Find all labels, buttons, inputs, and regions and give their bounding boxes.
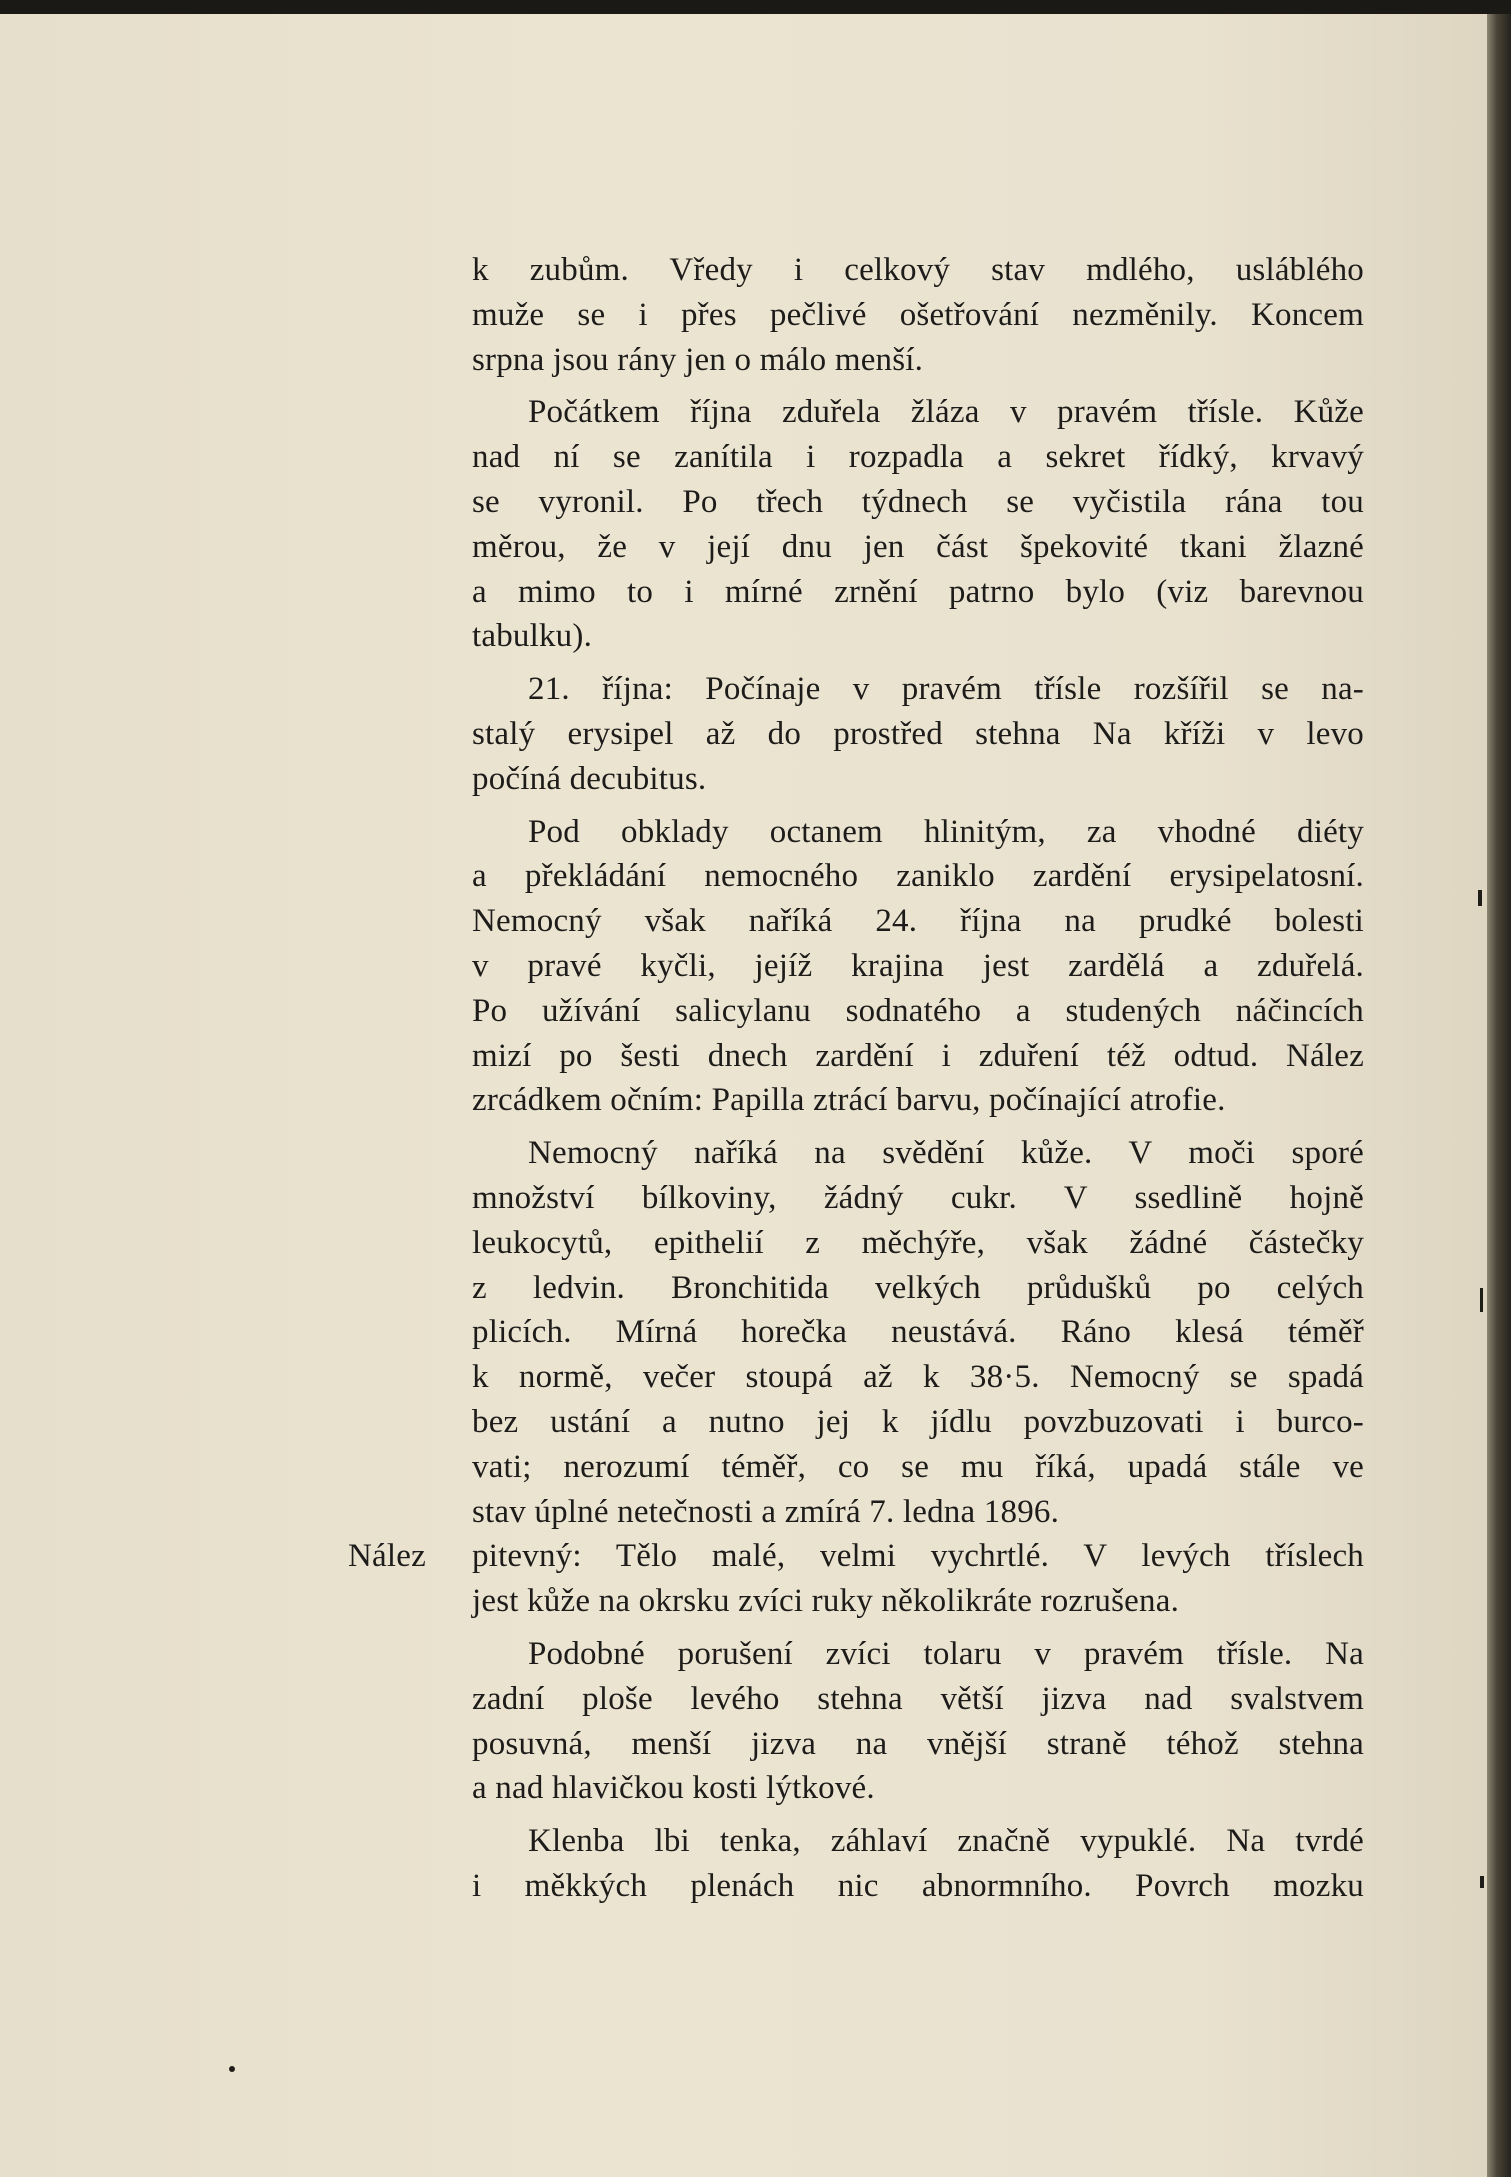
text-line: nad ní se zanítila i rozpadla a sekret řídký, krvavý xyxy=(472,439,1364,476)
section-lead: Nález xyxy=(348,1538,426,1575)
text-line: zrcádkem očním: Papilla ztrácí barvu, počínající atrofie. xyxy=(472,1082,1226,1119)
text-line: muže se i přes pečlivé ošetřování nezměnily. Koncem xyxy=(472,296,1364,333)
edge-speck xyxy=(1478,890,1482,906)
paragraph-6 xyxy=(348,1534,1364,1624)
text-line: v pravé kyčli, jejíž krajina jest zardělá a zduřelá. xyxy=(472,947,1364,984)
edge-speck xyxy=(1480,1876,1484,1888)
text-line: množství bílkoviny, žádný cukr. V ssedlině hojně xyxy=(472,1179,1364,1216)
text-line: leukocytů, epithelií z měchýře, však žádné částečky xyxy=(472,1224,1364,1261)
text-line: a překládání nemocného zaniklo zardění erysipelatosní. xyxy=(472,858,1364,895)
text-line: posuvná, menší jizva na vnější straně téhož stehna xyxy=(472,1725,1364,1762)
text-line: plicích. Mírná horečka neustává. Ráno klesá téměř xyxy=(472,1314,1364,1351)
text-line: se vyronil. Po třech týdnech se vyčistila rána tou xyxy=(472,483,1364,520)
paragraph-2 xyxy=(472,390,1364,659)
text-line: stav úplné netečnosti a zmírá 7. ledna 1896. xyxy=(472,1493,1060,1530)
paragraph-4 xyxy=(472,810,1364,1124)
page-edge-shadow xyxy=(1487,14,1511,2177)
text-line: pitevný: Tělo malé, velmi vychrtlé. V levých tříslech xyxy=(472,1538,1364,1575)
text-line: stalý erysipel až do prostřed stehna Na kříži v levo xyxy=(472,715,1364,752)
text-line: tabulku). xyxy=(472,618,593,655)
text-line: zadní ploše levého stehna větší jizva nad svalstvem xyxy=(472,1680,1364,1717)
text-line: Nemocný však naříká 24. října na prudké bolesti xyxy=(472,903,1364,940)
text-line: Po užívání salicylanu sodnatého a studených náčincích xyxy=(472,992,1364,1029)
text-line: k zubům. Vředy i celkový stav mdlého, usláblého xyxy=(472,252,1364,288)
text-line: jest kůže na okrsku zvíci ruky několikráte rozrušena. xyxy=(472,1583,1180,1620)
paragraph-7 xyxy=(472,1632,1364,1811)
paragraph-1 xyxy=(472,248,1364,382)
text-line: a mimo to i mírné zrnění patrno bylo (viz barevnou xyxy=(472,573,1364,610)
text-line: Klenba lbi tenka, záhlaví značně vypuklé. Na tvrdé xyxy=(528,1823,1364,1860)
text-line: počíná decubitus. xyxy=(472,760,707,797)
paragraph-5 xyxy=(472,1131,1364,1534)
text-line: srpna jsou rány jen o málo menší. xyxy=(472,341,924,378)
text-line: i měkkých plenách nic abnormního. Povrch mozku xyxy=(472,1867,1364,1904)
paragraph-8 xyxy=(472,1819,1364,1909)
text-line: a nad hlavičkou kosti lýtkové. xyxy=(472,1770,875,1807)
text-line: bez ustání a nutno jej k jídlu povzbuzovati i burco- xyxy=(472,1403,1364,1440)
paragraph-3 xyxy=(472,667,1364,801)
text-line: měrou, že v její dnu jen část špekovité tkani žlazné xyxy=(472,528,1364,565)
text-line: mizí po šesti dnech zardění i zduření též odtud. Nález xyxy=(472,1037,1364,1074)
text-line: vati; nerozumí téměř, co se mu říká, upadá stále ve xyxy=(472,1448,1364,1485)
text-line: Podobné porušení zvíci tolaru v pravém třísle. Na xyxy=(528,1635,1364,1672)
text-line: 21. října: Počínaje v pravém třísle rozšířil se na- xyxy=(528,671,1364,708)
text-line: Pod obklady octanem hlinitým, za vhodné diéty xyxy=(528,813,1364,850)
text-line: k normě, večer stoupá až k 38·5. Nemocný se spadá xyxy=(472,1359,1364,1396)
text-line: z ledvin. Bronchitida velkých průdušků po celých xyxy=(472,1269,1364,1306)
text-line: Počátkem října zduřela žláza v pravém třísle. Kůže xyxy=(528,394,1364,431)
body-text xyxy=(348,248,1364,1909)
bottom-dot xyxy=(229,2066,235,2072)
text-line: Nemocný naříká na svědění kůže. V moči sporé xyxy=(528,1135,1364,1172)
edge-speck xyxy=(1480,1288,1483,1312)
